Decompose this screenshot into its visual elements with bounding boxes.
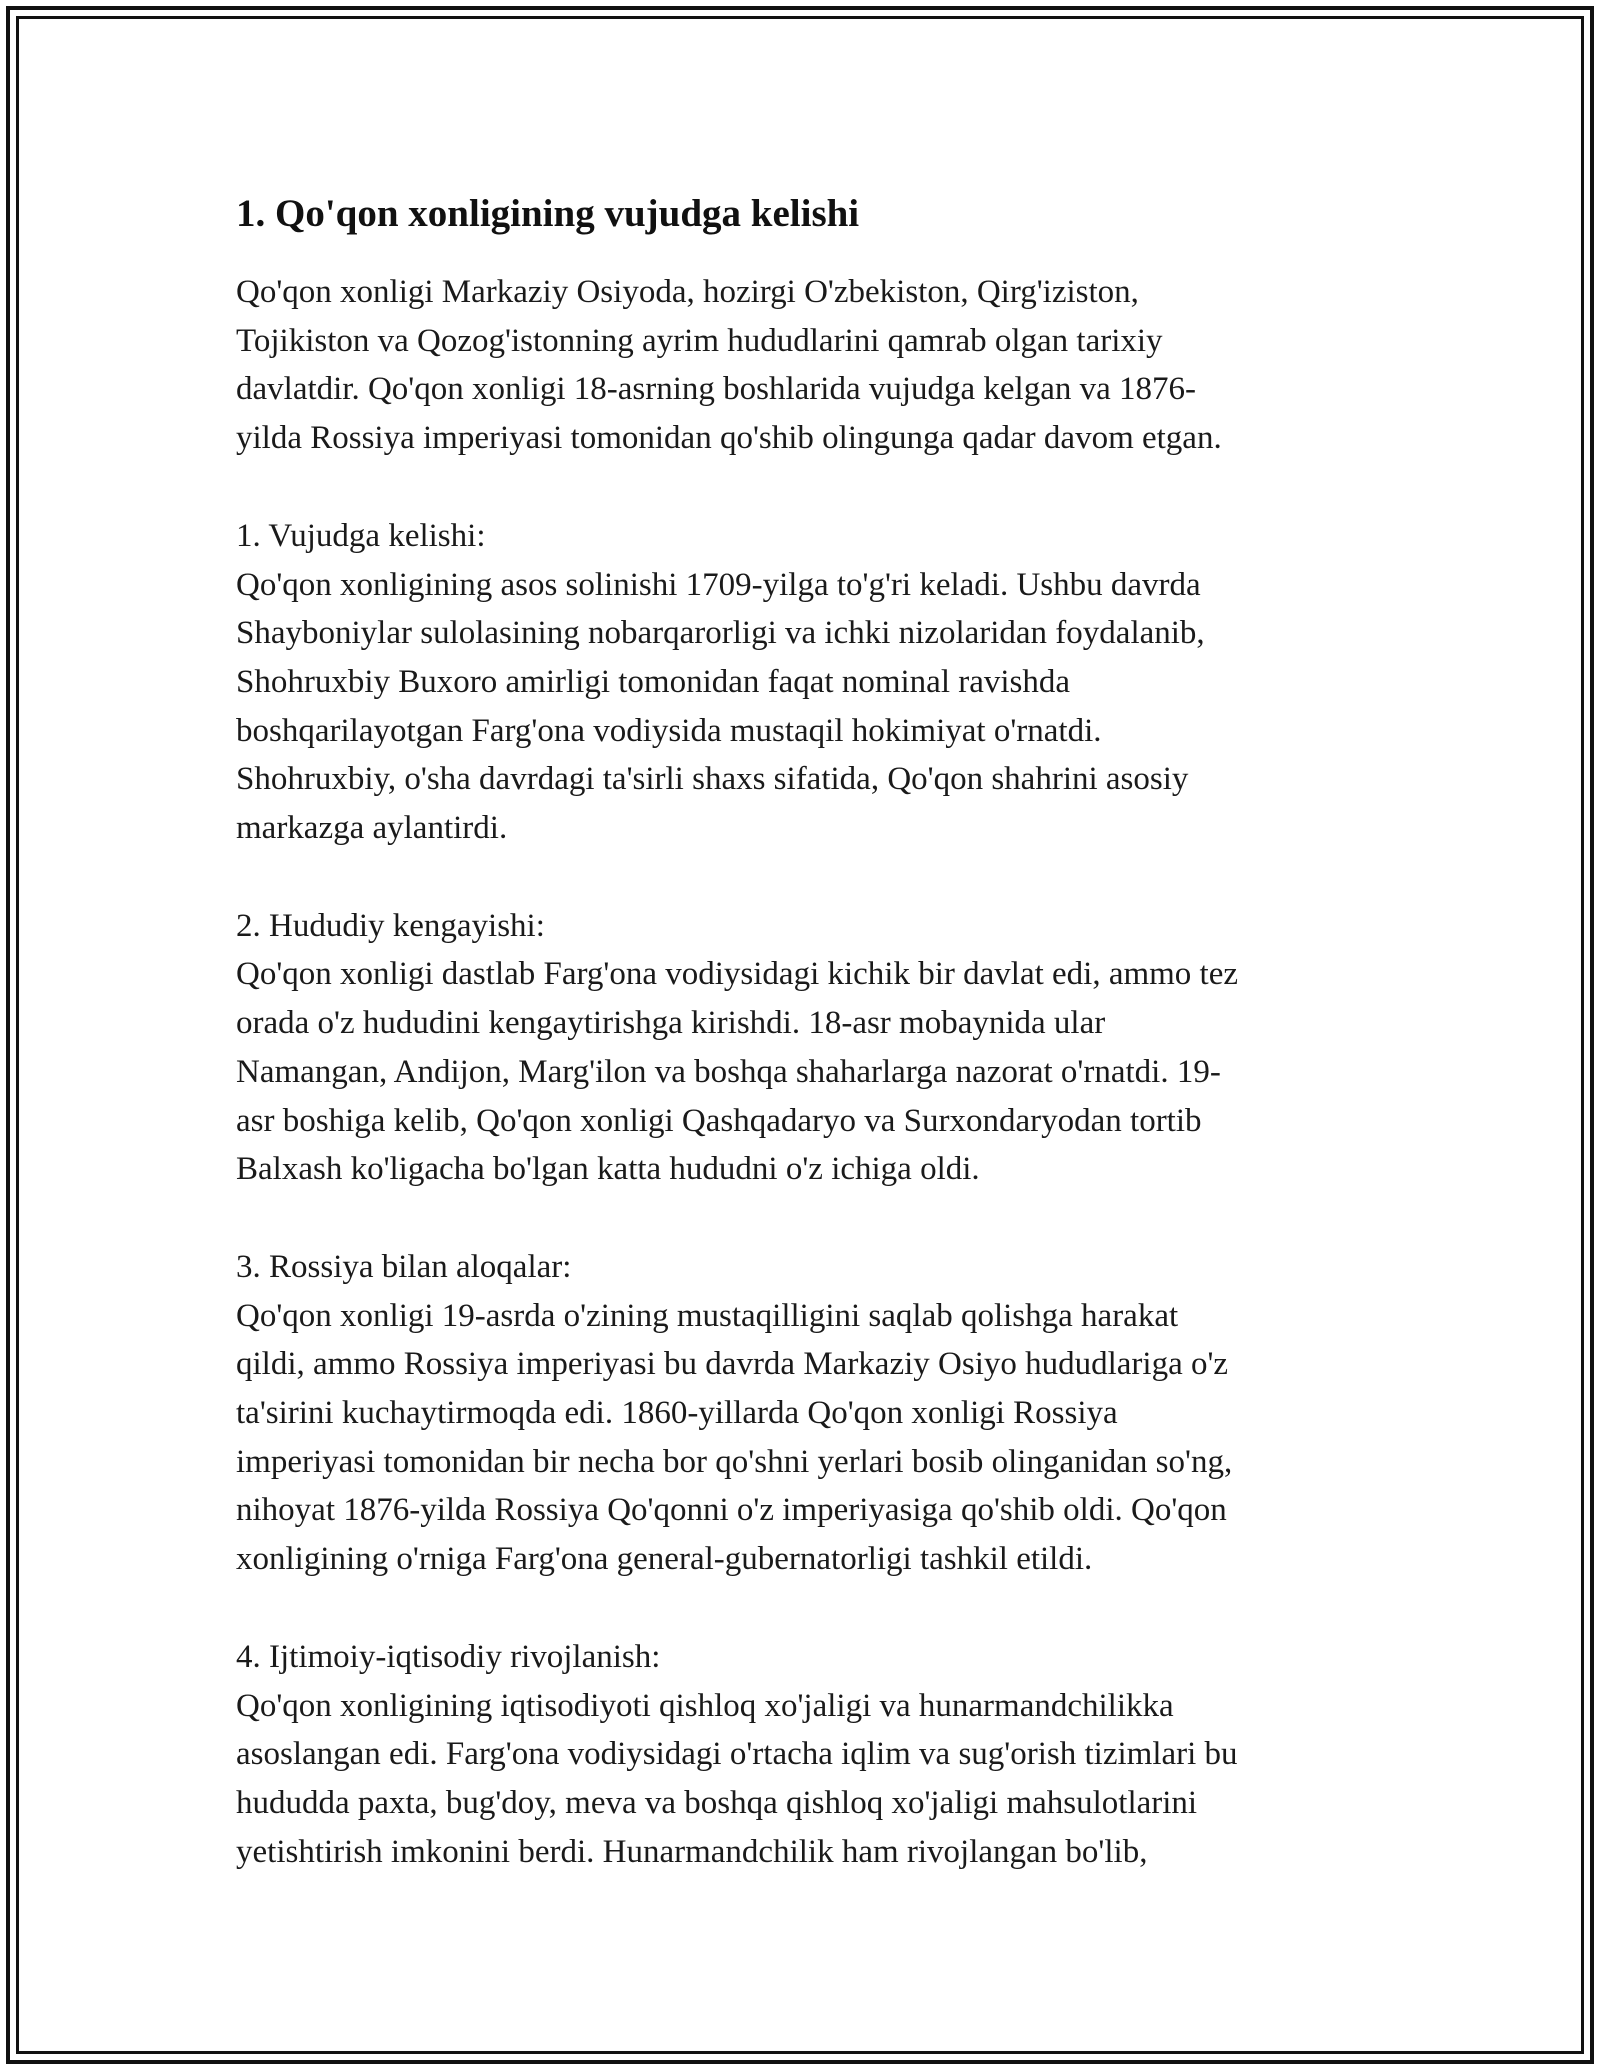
section-origin	[236, 512, 1366, 853]
section-heading: 4. Ijtimoiy-iqtisodiy rivojlanish:	[236, 1638, 661, 1675]
section-body: Qo'qon xonligi dastlab Farg'ona vodiysidagi kichik bir davlat edi, ammo tez orada o'z hududini kengaytirishga kirishdi. 18-asr mobaynida ular Namangan, Andijon, Marg'ilon va boshqa shaharlarga nazorat o'rnatdi. 19- asr boshiga kelib, Qo'qon xonligi Qashqadaryo va Surxondaryodan tortib Balxash ko'ligacha bo'lgan katta hududni o'z ichiga oldi.	[236, 956, 1239, 1188]
intro-paragraph: Qo'qon xonligi Markaziy Osiyoda, hozirgi O'zbekiston, Qirg'iziston, Tojikiston va Qozog'istonning ayrim hududlarini qamrab olgan tarixiy davlatdir. Qo'qon xonligi 18-asrning boshlarida vujudga kelgan va 1876- yilda Rossiya imperiyasi tomonidan qo'shib olingunga qadar davom etgan.	[236, 274, 1222, 457]
section-body: Qo'qon xonligining asos solinishi 1709-yilga to'g'ri keladi. Ushbu davrda Shayboniylar sulolasining nobarqarorligi va ichki nizolaridan foydalanib, Shohruxbiy Buxoro amirligi tomonidan faqat nominal ravishda boshqarilayotgan Farg'ona vodiysida mustaqil hokimiyat o'rnatdi. Shohruxbiy, o'sha davrdagi ta'sirli shaxs sifatida, Qo'qon shahrini asosiy markazga aylantirdi.	[236, 566, 1205, 847]
section-russia-relations	[236, 1243, 1366, 1584]
document-content	[236, 188, 1366, 1925]
section-socio-economic	[236, 1633, 1366, 1877]
section-body: Qo'qon xonligining iqtisodiyoti qishloq xo'jaligi va hunarmandchilikka asoslangan edi. Farg'ona vodiysidagi o'rtacha iqlim va sug'orish tizimlari bu hududda paxta, bug'doy, meva va boshqa qishloq xo'jaligi mahsulotlarini yetishtirish imkonini berdi. Hunarmandchilik ham rivojlangan bo'lib,	[236, 1687, 1238, 1870]
section-body: Qo'qon xonligi 19-asrda o'zining mustaqilligini saqlab qolishga harakat qildi, ammo Rossiya imperiyasi bu davrda Markaziy Osiyo hududlariga o'z ta'sirini kuchaytirmoqda edi. 1860-yillarda Qo'qon xonligi Rossiya imperiyasi tomonidan bir necha bor qo'shni yerlari bosib olinganidan so'ng, nihoyat 1876-yilda Rossiya Qo'qonni o'z imperiyasiga qo'shib oldi. Qo'qon xonligining o'rniga Farg'ona general-gubernatorligi tashkil etildi.	[236, 1297, 1233, 1578]
section-territorial-expansion	[236, 902, 1366, 1194]
section-heading: 3. Rossiya bilan aloqalar:	[236, 1248, 572, 1285]
section-heading: 2. Hududiy kengayishi:	[236, 907, 545, 944]
page-title: 1. Qo'qon xonligining vujudga kelishi	[236, 192, 860, 235]
section-heading: 1. Vujudga kelishi:	[236, 517, 486, 554]
